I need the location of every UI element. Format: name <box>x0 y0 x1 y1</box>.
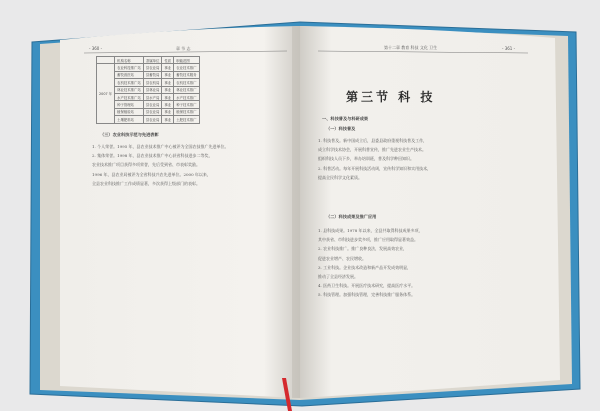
table-cell: 事业 <box>162 116 174 123</box>
table-header-row <box>97 57 200 64</box>
table-year-cell: 2007 年 <box>97 64 115 123</box>
table-cell: 事业 <box>162 101 174 108</box>
table-cell: 县农业局 <box>143 116 162 123</box>
paragraph-line: 2. 科普活动。每年开展科技活动周，宣传科学知识和实用技术， <box>318 165 432 171</box>
table-header-cell: 职能范围 <box>174 57 199 64</box>
table-cell: 植保技术推广 <box>174 108 199 115</box>
table-cell: 林业技术推广站 <box>115 86 144 93</box>
table-cell: 畜牧技术服务 <box>174 71 199 78</box>
paragraph-line: 5. 科技管理。加强科技管理，完善科技推广服务体系。 <box>318 292 416 298</box>
left-paragraph-block <box>92 142 288 188</box>
table-cell: 事业 <box>162 64 174 71</box>
table-cell: 种子管理站 <box>115 101 144 108</box>
paragraph-line: 推动了全县经济发展。 <box>318 274 358 280</box>
table-cell: 县农机局 <box>143 79 162 86</box>
section-title: 第三节 科 技 <box>346 90 436 104</box>
table-cell: 事业 <box>162 71 174 78</box>
paragraph-line: 1. 科技普及。新中国成立后，县委县政府重视科技普及工作， <box>318 138 428 143</box>
paragraph-line: 2. 集体荣誉。1998 年，县农业技术推广中心获省科技进步二等奖， <box>92 153 213 159</box>
paragraph-line: 1996 年，县农业局被评为全省科技兴农先进单位。2000 年以来， <box>92 171 211 177</box>
table-cell: 农业科技推广站 <box>115 64 144 71</box>
table-cell: 畜牧兽医站 <box>115 71 144 78</box>
table-cell: 水产技术推广 <box>174 93 199 100</box>
table-cell: 农机技术推广 <box>174 79 199 86</box>
paragraph-line: 1. 个人荣誉。1995 年，县农业技术推广中心被评为全国农技推广先进单位。 <box>92 144 229 149</box>
paragraph-line: 组织科技人员下乡，举办培训班，普及科学种田知识。 <box>318 156 414 162</box>
left-running-head: 章 节 志 <box>176 46 191 51</box>
paragraph-line: 提高全民科学文化素质。 <box>318 174 362 180</box>
table-cell: 县农业局 <box>143 108 162 115</box>
table-cell: 县农业局 <box>143 101 162 108</box>
table-cell: 农业技术推广 <box>174 64 199 71</box>
table-cell: 土壤肥料站 <box>115 116 144 123</box>
table-corner-cell <box>97 57 115 64</box>
right-subsection-heading: 一、科技普及与科研成果 <box>322 116 369 121</box>
table-cell: 县林业局 <box>143 86 162 93</box>
paragraph-line: 2. 农业科技推广。推广良种良法，发展高效农业， <box>318 246 408 252</box>
right-subsection-heading: （二）科技成果及推广应用 <box>326 214 377 219</box>
paragraph-line: 4. 医药卫生科技。开展医疗技术研究，提高医疗水平。 <box>318 283 416 289</box>
paragraph-line: 1. 县科技成果。1978 年以来，全县共取得科技成果多项， <box>318 228 423 233</box>
table-cell: 林业技术推广 <box>174 86 199 93</box>
left-page-number: - 360 - <box>89 46 103 51</box>
table-header-cell: 隶属单位 <box>143 57 162 64</box>
table-header-cell: 性质 <box>162 57 174 64</box>
paragraph-line: 3. 工业科技。企业技术改造和新产品开发成效明显， <box>318 264 412 270</box>
paragraph-line: 其中获省、市科技进步奖多项，推广应用取得显著效益。 <box>318 237 418 243</box>
table-cell: 水产技术推广站 <box>115 93 144 100</box>
org-table <box>96 56 200 124</box>
table-cell: 县水产局 <box>143 93 162 100</box>
table-cell: 农机技术推广站 <box>115 79 144 86</box>
paragraph-line: 促进农业增产、农民增收。 <box>318 255 366 261</box>
table-header-cell: 机构名称 <box>115 57 144 64</box>
right-page <box>300 26 560 398</box>
paragraph-line: 成立科学技术协会，开展科普宣传，推广先进农业生产技术。 <box>318 147 426 153</box>
table-cell: 植保植检站 <box>115 108 144 115</box>
table-cell: 土肥技术推广 <box>174 116 199 123</box>
paragraph-line: 农业技术推广项目获得多项荣誉，先后受到省、市表彰奖励。 <box>92 162 200 168</box>
table-cell: 事业 <box>162 79 174 86</box>
table-cell: 事业 <box>162 108 174 115</box>
table-cell: 种子技术推广 <box>174 101 199 108</box>
right-subsection-heading: （一）科技普及 <box>326 126 356 131</box>
right-paragraph-block-a <box>318 136 530 182</box>
table-cell: 县农业局 <box>143 64 162 71</box>
right-paragraph-block-b <box>318 226 532 300</box>
table-row <box>97 64 200 71</box>
left-subsection-heading: （三）农业科技示范与先进表彰 <box>100 132 159 137</box>
table-cell: 事业 <box>162 86 174 93</box>
right-page-number: - 361 - <box>502 46 516 51</box>
table-cell: 县畜牧局 <box>143 71 162 78</box>
right-running-head: 第十二章 教育 科技 文化 卫生 <box>384 45 438 50</box>
paragraph-line: 全县农业科技推广工作成绩显著，多次获得上级部门的表彰。 <box>92 180 200 186</box>
table-cell: 事业 <box>162 93 174 100</box>
